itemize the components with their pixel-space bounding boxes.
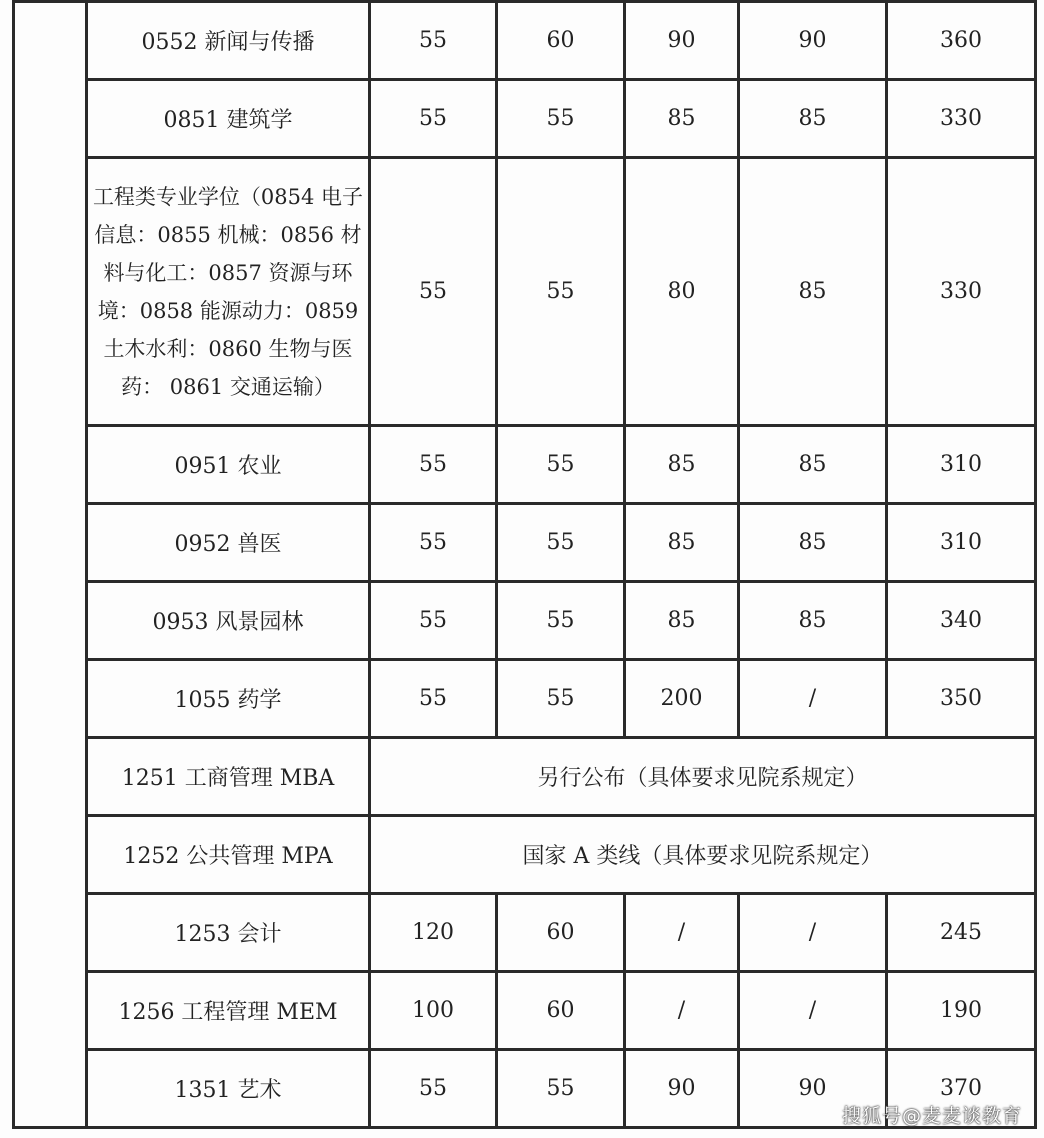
score-cell: 85 — [625, 504, 739, 582]
score-cell: 60 — [497, 894, 625, 972]
score-cell: 80 — [625, 158, 739, 426]
score-cell: / — [625, 894, 739, 972]
score-cell: 55 — [370, 1050, 497, 1128]
score-cell: 55 — [497, 426, 625, 504]
major-name: 1253 会计 — [87, 894, 370, 972]
score-cell: 85 — [739, 158, 887, 426]
score-cell: / — [739, 660, 887, 738]
total-cell: 360 — [887, 2, 1036, 80]
major-name: 1256 工程管理 MEM — [87, 972, 370, 1050]
score-table — [12, 0, 1037, 1129]
score-cell: 55 — [497, 1050, 625, 1128]
score-cell: 90 — [625, 2, 739, 80]
score-cell: 85 — [739, 80, 887, 158]
major-name: 1251 工商管理 MBA — [87, 738, 370, 816]
score-cell: 100 — [370, 972, 497, 1050]
score-cell: 55 — [497, 158, 625, 426]
table-row — [14, 816, 1036, 894]
score-cell: 90 — [739, 1050, 887, 1128]
score-cell: 60 — [497, 972, 625, 1050]
score-cell: 55 — [370, 660, 497, 738]
total-cell: 340 — [887, 582, 1036, 660]
total-cell: 245 — [887, 894, 1036, 972]
score-cell: / — [739, 972, 887, 1050]
score-cell: 55 — [370, 582, 497, 660]
total-cell: 350 — [887, 660, 1036, 738]
table-row — [14, 158, 1036, 426]
table-row — [14, 972, 1036, 1050]
score-cell: 90 — [625, 1050, 739, 1128]
total-cell: 310 — [887, 426, 1036, 504]
major-name: 1252 公共管理 MPA — [87, 816, 370, 894]
major-name: 0952 兽医 — [87, 504, 370, 582]
score-cell: 55 — [497, 582, 625, 660]
total-cell: 330 — [887, 158, 1036, 426]
table-row — [14, 582, 1036, 660]
category-cell — [14, 2, 87, 1128]
table-row — [14, 660, 1036, 738]
score-cell: 55 — [497, 80, 625, 158]
score-cell: 55 — [370, 158, 497, 426]
major-name: 1351 艺术 — [87, 1050, 370, 1128]
score-cell: 85 — [625, 582, 739, 660]
total-cell: 330 — [887, 80, 1036, 158]
score-cell: 55 — [370, 80, 497, 158]
table-row — [14, 738, 1036, 816]
major-name: 0552 新闻与传播 — [87, 2, 370, 80]
table-row — [14, 504, 1036, 582]
score-cell: 60 — [497, 2, 625, 80]
score-cell: / — [625, 972, 739, 1050]
note-cell: 国家 A 类线（具体要求见院系规定） — [370, 816, 1036, 894]
note-cell: 另行公布（具体要求见院系规定） — [370, 738, 1036, 816]
major-name: 0851 建筑学 — [87, 80, 370, 158]
total-cell: 190 — [887, 972, 1036, 1050]
table-row — [14, 894, 1036, 972]
score-cell: 120 — [370, 894, 497, 972]
table-row — [14, 426, 1036, 504]
score-cell: 55 — [370, 426, 497, 504]
score-cell: / — [739, 894, 887, 972]
score-cell: 55 — [497, 660, 625, 738]
score-cell: 55 — [370, 504, 497, 582]
score-cell: 85 — [739, 504, 887, 582]
major-name: 0953 风景园林 — [87, 582, 370, 660]
major-name: 0951 农业 — [87, 426, 370, 504]
score-cell: 90 — [739, 2, 887, 80]
score-cell: 200 — [625, 660, 739, 738]
total-cell: 310 — [887, 504, 1036, 582]
table-row — [14, 80, 1036, 158]
score-cell: 55 — [497, 504, 625, 582]
score-cell: 85 — [625, 426, 739, 504]
score-cell: 85 — [739, 426, 887, 504]
score-cell: 85 — [739, 582, 887, 660]
total-cell: 370 — [887, 1050, 1036, 1128]
table-row — [14, 2, 1036, 80]
watermark: 搜狐号@麦麦谈教育 — [841, 1105, 1022, 1127]
score-cell: 55 — [370, 2, 497, 80]
major-name: 1055 药学 — [87, 660, 370, 738]
score-cell: 85 — [625, 80, 739, 158]
major-name: 工程类专业学位（0854 电子信息：0855 机械：0856 材料与化工：0857 资源与环境：0858 能源动力：0859 土木水利：0860 生物与医药： 0861 交通运输） — [87, 158, 370, 426]
